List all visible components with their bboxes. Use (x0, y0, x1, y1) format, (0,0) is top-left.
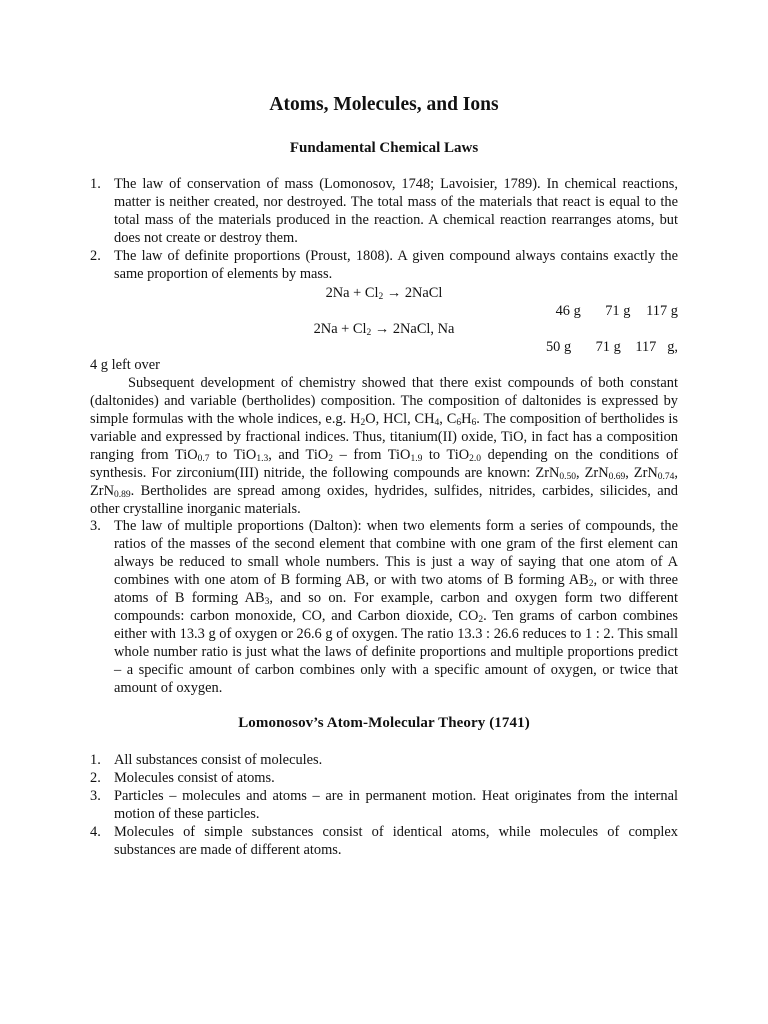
list-item (90, 175, 678, 247)
list-item (90, 751, 678, 769)
list-text: All substances consist of molecules. (114, 752, 323, 768)
list-number: 2. (90, 770, 101, 786)
list-number: 4. (90, 824, 101, 840)
mass-value: 50 g (545, 339, 572, 355)
mass-value: 117 (635, 339, 657, 355)
list-number: 2. (90, 248, 101, 264)
list-text: The law of conservation of mass (Lomonosov, 1748; Lavoisier, 1789). In chemical reactions, matter is neither created, nor destroyed. The total mass of the materials that react is equal to the total mass of the materials produced in the reaction. A chemical reaction rearranges atoms, but does not create or destroy them. (114, 176, 678, 246)
leftover-note: 4 g left over (90, 357, 160, 373)
document-title: Atoms, Molecules, and Ions (269, 94, 499, 115)
section-heading-lomonosov-theory: Lomonosov’s Atom-Molecular Theory (1741) (238, 715, 530, 731)
mass-value: 71 g (595, 339, 621, 355)
list-item (90, 247, 678, 283)
mass-value: 71 g (605, 303, 631, 319)
equation-1: $2Na + Cl_2$ → 2NaCl (325, 285, 443, 302)
list-item (90, 823, 678, 859)
bertholides-paragraph: Subsequent development of chemistry showed that there exist compounds of both constant (daltonides) and variable (bertholides) composition. The composition of daltonides is expressed by simple formulas with the whole indices, e.g. $H_2O$, HCl, $CH_4$, $C_6H_6$. The composition of bertholides is variable and expressed by fractional indices. Thus, titanium(II) oxide, TiO, in fact has a composition ranging from TiO$_{0.7}$ to TiO$_{1.3}$, and TiO$_2$ – from TiO$_{1.9}$ to TiO$_{2.0}$ depending on the conditions of synthesis. For zirconium(III) nitride, the following compounds are known: ZrN$_{0.50}$, ZrN$_{0.69}$, ZrN$_{0.74}$, ZrN$_{0.89}$. Bertholides are spread among oxides, hydrides, sulfides, nitrides, carbides, silicides, and other crystalline inorganic materials. (90, 375, 679, 517)
list-number: 1. (90, 752, 101, 768)
list-text: Molecules consist of atoms. (114, 770, 275, 786)
list-text: Particles – molecules and atoms – are in permanent motion. Heat originates from the internal motion of these particles. (114, 788, 678, 822)
law-list-top (90, 175, 678, 283)
list-item (90, 769, 678, 787)
mass-value: g, (667, 339, 678, 355)
list-text: The law of definite proportions (Proust, 1808). A given compound always contains exactly the same proportion of elements by mass. (114, 248, 678, 282)
equation-1-masses (0, 302, 678, 320)
list-text: Molecules of simple substances consist of identical atoms, while molecules of complex substances are made of different atoms. (114, 824, 678, 858)
section-heading-fundamental-laws: Fundamental Chemical Laws (289, 140, 479, 156)
list-item (90, 517, 678, 697)
theory-list (90, 751, 678, 859)
mass-value: 46 g (555, 303, 581, 319)
list-item (90, 787, 678, 823)
law-list-item-3 (90, 517, 678, 697)
equation-2-masses (0, 338, 678, 356)
mass-value: 117 g (646, 303, 678, 319)
equation-2: $2Na + Cl_2$ → 2NaCl, Na (313, 321, 455, 338)
list-text: The law of multiple proportions (Dalton): when two elements form a series of compounds, the ratios of the masses of the second element that combine with one gram of the first element can always be reduced to small whole numbers. This is just a way of saying that one atom of A combines with one atom of B forming AB, or with two atoms of B forming $AB_2$, or with three atoms of B forming $AB_3$, and so on. For example, carbon and oxygen form two different compounds: carbon monoxide, CO, and Carbon dioxide, $CO_2$. Ten grams of carbon combines either with 13.3 g of oxygen or 26.6 g of oxygen. The ratio 13.3 : 26.6 reduces to 1 : 2. This small whole number ratio is just what the laws of definite proportions and multiple proportions predict – a specific amount of carbon combines only with a specific amount of oxygen, or twice that amount of oxygen. (114, 518, 678, 696)
list-number: 3. (90, 518, 101, 534)
list-number: 3. (90, 788, 101, 804)
list-number: 1. (90, 176, 101, 192)
